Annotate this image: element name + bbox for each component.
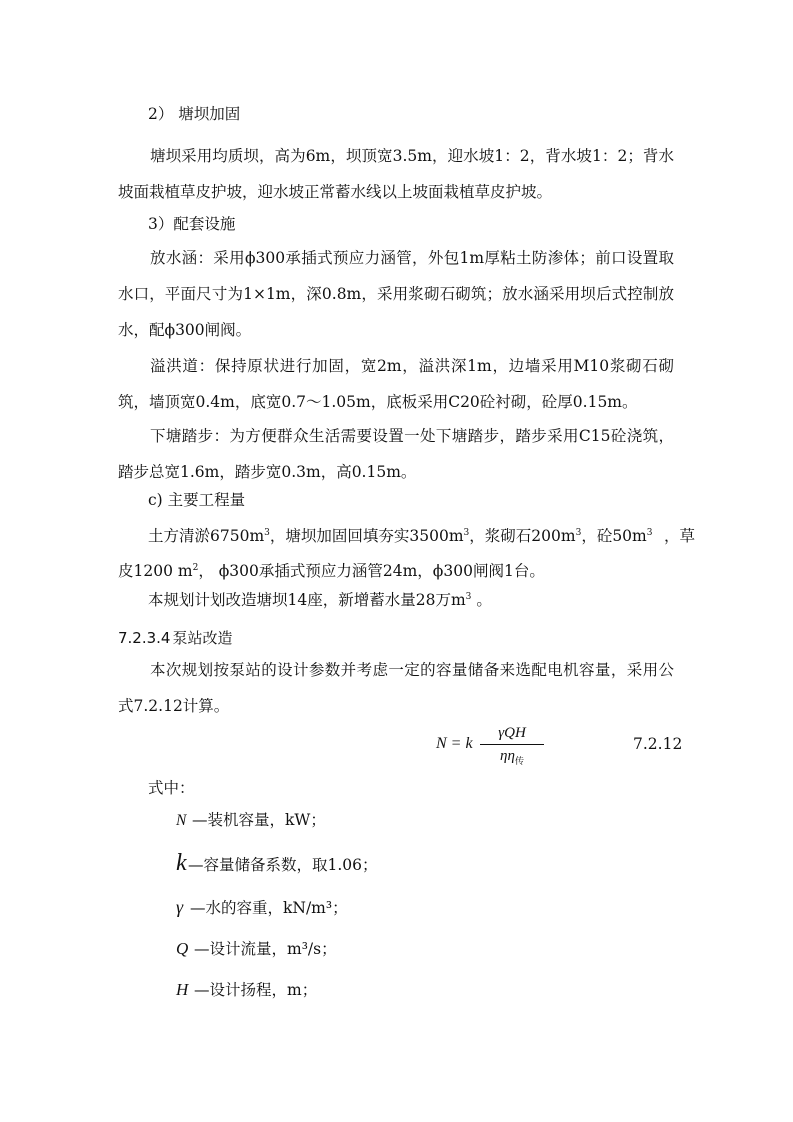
section-2-title: 2） 塘坝加固 bbox=[148, 105, 241, 123]
qty-masonry: ，浆砌石200m bbox=[469, 527, 576, 545]
symbol-H bbox=[176, 980, 317, 1000]
symbol-desc: —装机容量，kW； bbox=[192, 811, 326, 829]
denominator-symbols: ηη bbox=[500, 748, 515, 764]
qty-pipe-valve: ， ϕ300承插式预应力涵管24m，ϕ300闸阀1台。 bbox=[198, 562, 545, 580]
symbol-glyph: Q bbox=[176, 939, 189, 958]
sup-3: 3 bbox=[465, 592, 472, 602]
symbol-glyph: k bbox=[176, 850, 187, 876]
formula-numerator: γQH bbox=[498, 725, 526, 741]
denominator-subscript: 传 bbox=[514, 756, 524, 766]
qty-grass-start: ，草 bbox=[664, 527, 696, 545]
sup-3: 3 bbox=[646, 528, 653, 538]
steps-paragraph: 下塘踏步：为方便群众生活需要设置一处下塘踏步，踏步采用C15砼浇筑，踏步总宽1.6m，踏步宽0.3m，高0.15m。 bbox=[118, 427, 674, 481]
plan-summary-end: 。 bbox=[471, 591, 492, 609]
drain-culvert-paragraph: 放水涵：采用ϕ300承插式预应力涵管，外包1m厚粘土防渗体；前口设置取水口，平面尺寸为1×1m，深0.8m，采用浆砌石砌筑；放水涵采用坝后式控制放水，配ϕ300闸阀。 bbox=[118, 249, 674, 339]
symbol-N bbox=[176, 810, 326, 831]
sup-3: 3 bbox=[463, 528, 470, 538]
qty-earthwork: 土方清淤6750m bbox=[148, 527, 265, 545]
equation-number: 7.2.12 bbox=[633, 735, 683, 753]
section-2-body: 塘坝采用均质坝，高为6m，坝顶宽3.5m，迎水坡1：2，背水坡1：2；背水坡面栽植草皮护坡，迎水坡正常蓄水线以上坡面栽植草皮护坡。 bbox=[118, 147, 674, 201]
sup-3: 3 bbox=[264, 528, 270, 538]
symbol-glyph: H bbox=[176, 980, 189, 999]
symbol-desc: —水的容重，kN/m³； bbox=[190, 899, 348, 917]
pump-paragraph: 本次规划按泵站的设计参数并考虑一定的容量储备来选配电机容量，采用公式7.2.12计算。 bbox=[118, 661, 674, 715]
formula bbox=[436, 722, 556, 772]
section-3-title: 3）配套设施 bbox=[148, 215, 236, 233]
plan-summary-text: 本规划计划改造塘坝14座，新增蓄水量28万m bbox=[148, 591, 466, 609]
heading-number: 7.2.3.4 bbox=[118, 629, 171, 647]
symbol-desc: —设计扬程，m； bbox=[194, 981, 318, 999]
spillway-paragraph: 溢洪道：保持原状进行加固，宽2m，溢洪深1m，边墙采用M10浆砌石砌筑，墙顶宽0.4m，底宽0.7～1.05m，底板采用C20砼衬砌，砼厚0.15m。 bbox=[118, 357, 674, 411]
section-heading bbox=[118, 627, 233, 648]
symbol-glyph: N bbox=[176, 812, 187, 829]
quantities-line-1 bbox=[148, 526, 696, 546]
plan-summary bbox=[148, 590, 492, 610]
symbol-gamma bbox=[176, 897, 348, 918]
symbol-desc: —设计流量，m³/s； bbox=[194, 940, 337, 958]
heading-title: 泵站改造 bbox=[172, 629, 233, 647]
formula-fraction bbox=[480, 722, 544, 767]
quantities-line-2 bbox=[118, 561, 545, 581]
qty-grass: 皮1200 m bbox=[118, 562, 193, 580]
section-c-title: c) 主要工程量 bbox=[148, 491, 246, 509]
formula-denominator bbox=[480, 745, 544, 767]
formula-lhs: N = k bbox=[436, 735, 473, 752]
symbol-k bbox=[176, 850, 378, 876]
symbol-glyph: γ bbox=[176, 897, 184, 917]
sup-2: 2 bbox=[192, 563, 199, 573]
symbol-Q bbox=[176, 939, 337, 959]
where-label: 式中： bbox=[148, 779, 195, 797]
sup-3: 3 bbox=[575, 528, 582, 538]
symbol-desc: —容量储备系数，取1.06； bbox=[188, 856, 378, 874]
qty-concrete: ，砼50m bbox=[581, 527, 647, 545]
qty-backfill: ，塘坝加固回填夯实3500m bbox=[269, 527, 464, 545]
